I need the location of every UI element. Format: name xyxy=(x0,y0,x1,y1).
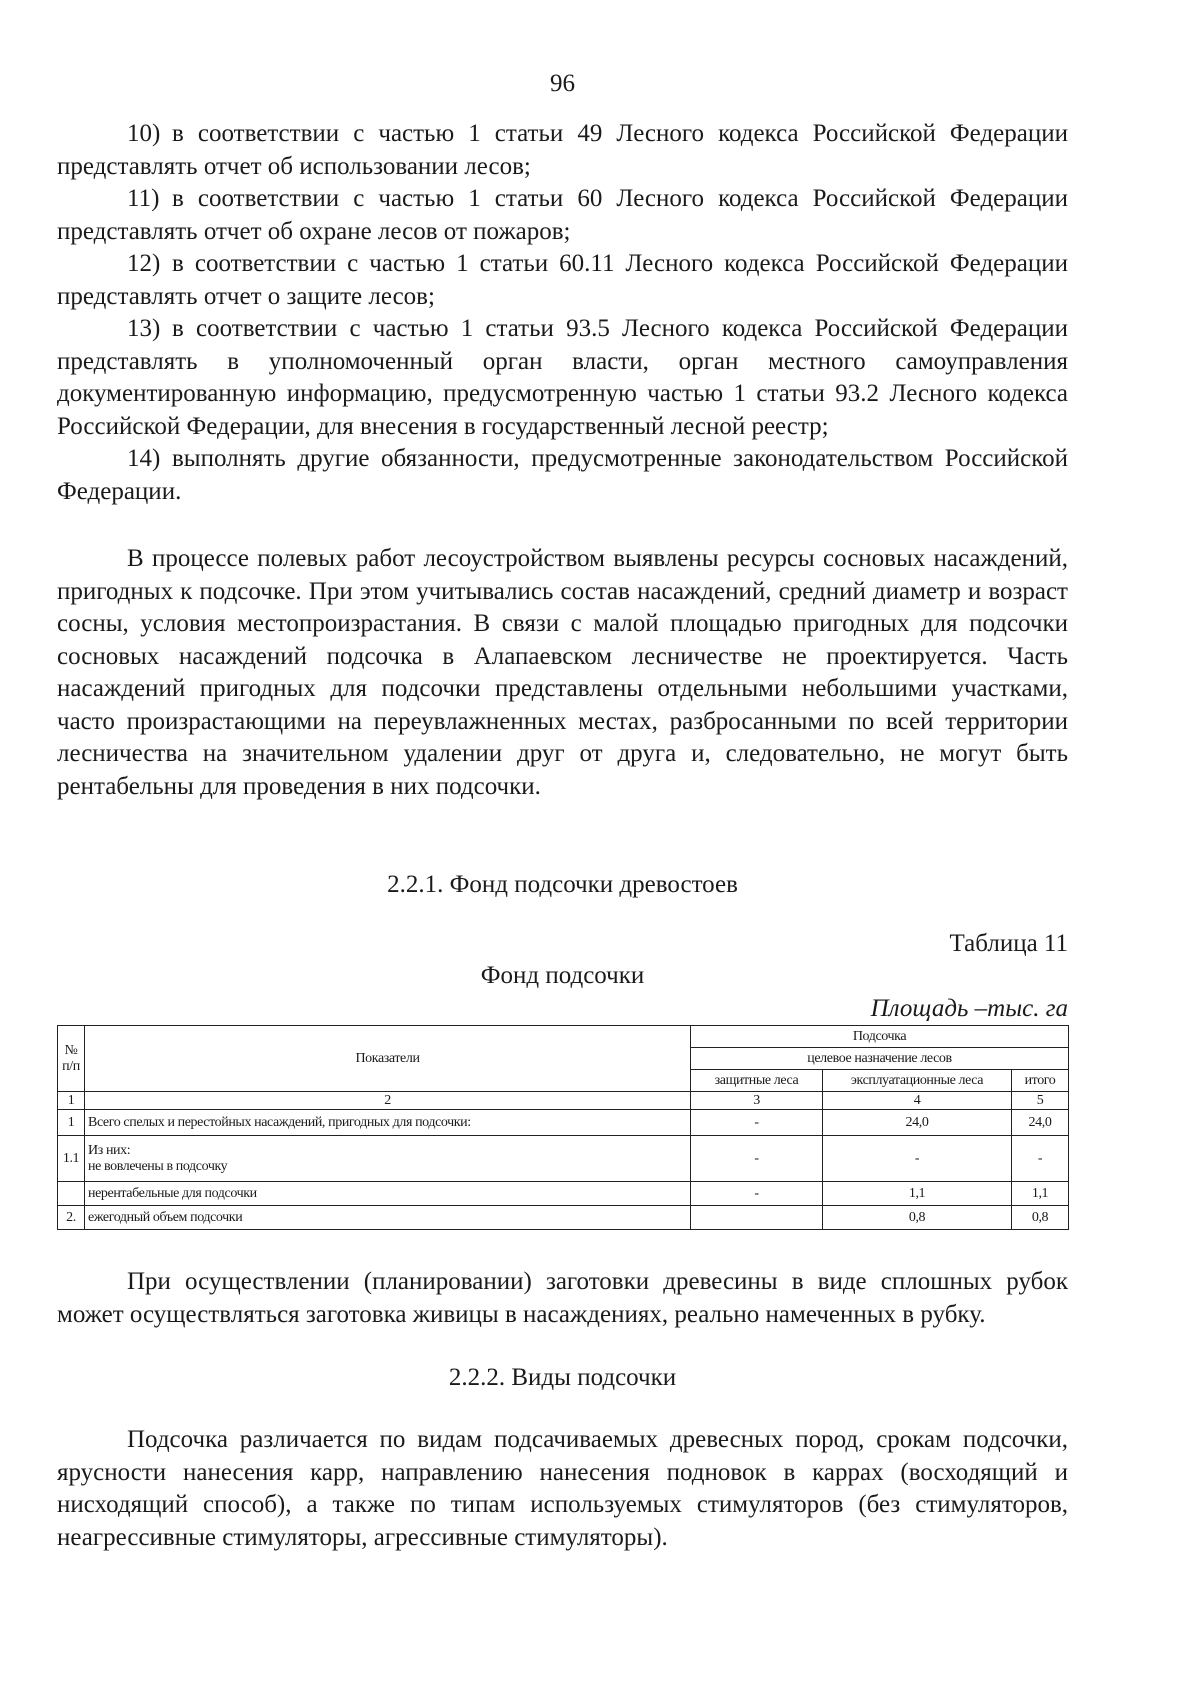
tapping-fund-table xyxy=(57,1025,1069,1230)
row-total: - xyxy=(1012,1136,1069,1182)
table-header-row xyxy=(58,1026,1069,1048)
table-row xyxy=(58,1110,1069,1136)
row-protective: - xyxy=(691,1110,823,1136)
row-exploitation: 24,0 xyxy=(823,1110,1012,1136)
table-row xyxy=(58,1182,1069,1206)
obligations-list xyxy=(57,118,1068,508)
list-item-number: 13) xyxy=(127,315,161,342)
list-item-number: 12) xyxy=(127,250,161,277)
page-number: 96 xyxy=(550,70,575,97)
row-total: 24,0 xyxy=(1012,1110,1069,1136)
row-indicator: Всего спелых и перестойных насаждений, пригодных для подсочки: xyxy=(85,1110,691,1136)
list-item xyxy=(57,248,1068,313)
row-indicator-line: не вовлечены в подсочку xyxy=(88,1158,228,1174)
header-purpose: целевое назначение лесов xyxy=(691,1048,1069,1070)
header-indicators: Показатели xyxy=(85,1026,691,1092)
row-exploitation: 1,1 xyxy=(823,1182,1012,1206)
list-item-text: в соответствии с частью 1 статьи 93.5 Лесного кодекса Российской Федерации представлять в уполномоченный орган власти, орган местного самоуправления документированную информацию, предусмотренную частью 1 статьи 93.2 Лесного кодекса Российской Федерации, для внесения в государственный лесной реестр; xyxy=(57,315,1068,440)
header-total: итого xyxy=(1012,1070,1069,1092)
row-indicator-line: Из них: xyxy=(88,1142,131,1158)
list-item-text: в соответствии с частью 1 статьи 60 Лесного кодекса Российской Федерации представлять отчет об охране лесов от пожаров; xyxy=(57,185,1068,245)
row-protective xyxy=(691,1206,823,1230)
row-indicator xyxy=(85,1136,691,1182)
list-item xyxy=(57,443,1068,508)
column-number: 3 xyxy=(691,1092,823,1110)
section-heading-2-2-1: 2.2.1. Фонд подсочки древостоев xyxy=(387,871,738,898)
table-title: Фонд подсочки xyxy=(480,962,645,989)
row-indicator: нерентабельные для подсочки xyxy=(85,1182,691,1206)
list-item-number: 11) xyxy=(127,185,160,212)
row-exploitation: - xyxy=(823,1136,1012,1182)
list-item xyxy=(57,183,1068,248)
row-protective: - xyxy=(691,1136,823,1182)
column-number: 2 xyxy=(85,1092,691,1110)
list-item-text: в соответствии с частью 1 статьи 49 Лесного кодекса Российской Федерации представлять отчет об использовании лесов; xyxy=(57,120,1068,180)
section-heading-2-2-2: 2.2.2. Виды подсочки xyxy=(448,1364,677,1391)
clearcut-section xyxy=(57,1266,1068,1331)
row-exploitation: 0,8 xyxy=(823,1206,1012,1230)
column-number: 4 xyxy=(823,1092,1012,1110)
column-number: 5 xyxy=(1012,1092,1069,1110)
fieldwork-section xyxy=(57,543,1068,803)
list-item xyxy=(57,313,1068,443)
table-number: Таблица 11 xyxy=(949,930,1068,957)
fieldwork-paragraph: В процессе полевых работ лесоустройством выявлены ресурсы сосновых насаждений, пригодных к подсочке. При этом учитывались состав насаждений, средний диаметр и возраст сосны, условия местопроизрастания. В связи с малой площадью пригодных для подсочки сосновых насаждений подсочка в Алапаевском лесничестве не проектируется. Часть насаждений пригодных для подсочки представлены отдельными небольшими участками, часто произрастающими на переувлажненных местах, разбросанными по всей территории лесничества на значительном удалении друг от друга и, следовательно, не могут быть рентабельны для проведения в них подсочки. xyxy=(57,545,1068,800)
list-item-text: в соответствии с частью 1 статьи 60.11 Лесного кодекса Российской Федерации представлять отчет о защите лесов; xyxy=(57,250,1068,310)
header-exploitation: эксплуатационные леса xyxy=(823,1070,1012,1092)
row-num xyxy=(58,1182,85,1206)
tapping-types-section xyxy=(57,1424,1068,1554)
table-row xyxy=(58,1136,1069,1182)
header-num: № п/п xyxy=(58,1026,85,1092)
table-units: Площадь –тыс. га xyxy=(870,995,1068,1022)
row-indicator: ежегодный объем подсочки xyxy=(85,1206,691,1230)
row-total: 0,8 xyxy=(1012,1206,1069,1230)
list-item-number: 10) xyxy=(127,120,161,147)
column-number: 1 xyxy=(58,1092,85,1110)
list-item-number: 14) xyxy=(127,445,161,472)
list-item xyxy=(57,118,1068,183)
tapping-types-paragraph: Подсочка различается по видам подсачиваемых древесных пород, срокам подсочки, ярусности нанесения карр, направлению нанесения подновок в каррах (восходящий и нисходящий способ), а также по типам используемых стимуляторов (без стимуляторов, неагрессивные стимуляторы, агрессивные стимуляторы). xyxy=(57,1426,1068,1551)
clearcut-paragraph: При осуществлении (планировании) заготовки древесины в виде сплошных рубок может осуществляться заготовка живицы в насаждениях, реально намеченных в рубку. xyxy=(57,1268,1068,1328)
table-row xyxy=(58,1206,1069,1230)
column-number-row xyxy=(58,1092,1069,1110)
row-num: 1.1 xyxy=(58,1136,85,1182)
header-protective: защитные леса xyxy=(691,1070,823,1092)
list-item-text: выполнять другие обязанности, предусмотренные законодательством Российской Федерации. xyxy=(57,445,1068,505)
row-num: 1 xyxy=(58,1110,85,1136)
row-protective: - xyxy=(691,1182,823,1206)
row-num: 2. xyxy=(58,1206,85,1230)
row-total: 1,1 xyxy=(1012,1182,1069,1206)
header-tapping: Подсочка xyxy=(691,1026,1069,1048)
